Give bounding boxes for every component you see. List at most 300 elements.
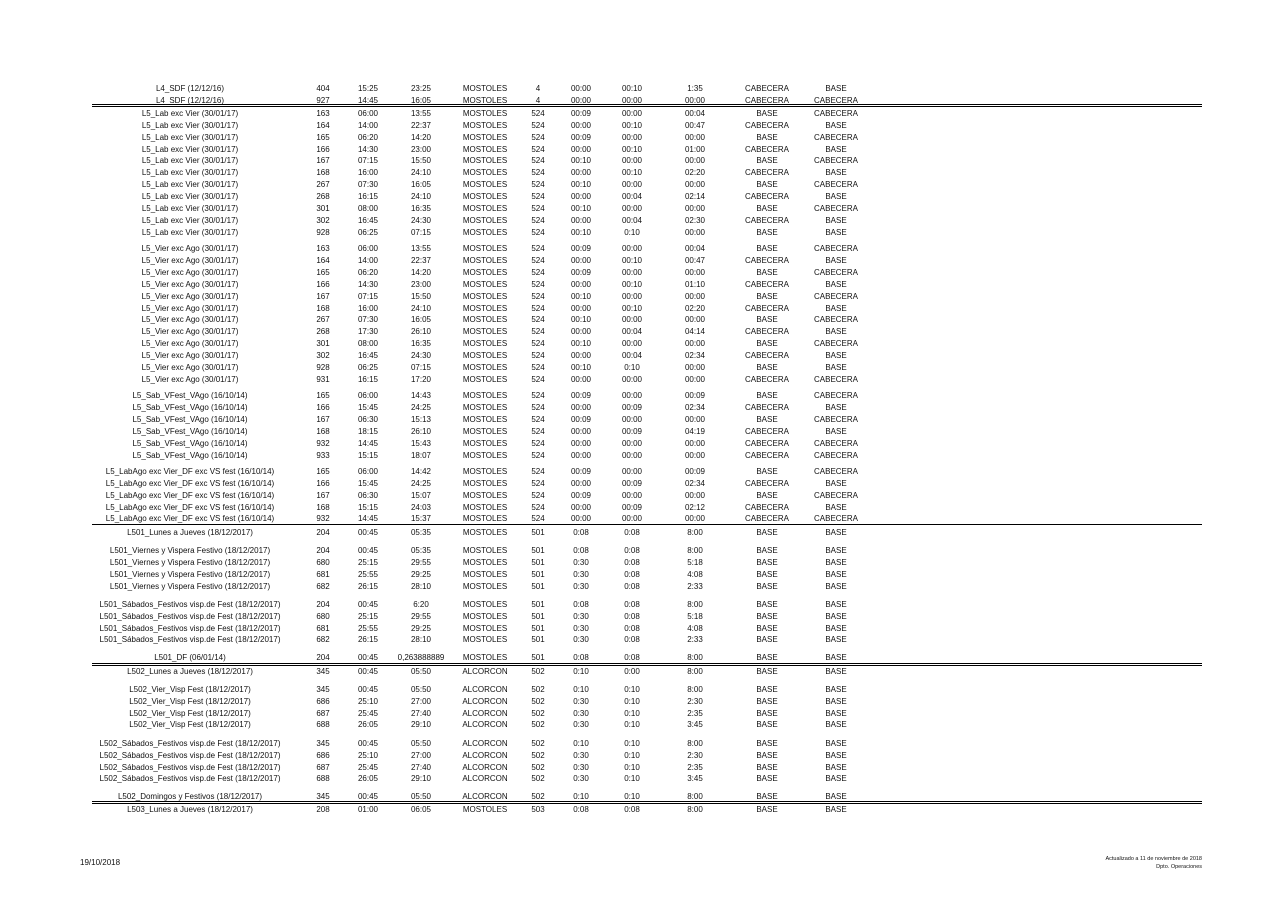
- cell-line: L501_Viernes y Vispera Festivo (18/12/2017): [109, 582, 271, 591]
- cell-service: 204: [316, 546, 330, 555]
- cell-route: 501: [531, 624, 545, 633]
- cell-destination: CABECERA: [813, 109, 859, 118]
- cell-depot: MOSTOLES: [462, 624, 508, 633]
- cell-t1: 0:08: [573, 528, 589, 537]
- cell-end: 14:43: [410, 391, 432, 400]
- cell-depot: MOSTOLES: [462, 612, 508, 621]
- cell-route: 502: [531, 774, 545, 783]
- cell-start: 00:45: [357, 685, 379, 694]
- cell-depot: MOSTOLES: [462, 204, 508, 213]
- cell-route: 524: [531, 315, 545, 324]
- cell-t2: 00:00: [621, 204, 643, 213]
- cell-t3: 00:00: [684, 96, 706, 105]
- cell-start: 00:45: [357, 739, 379, 748]
- cell-t3: 00:00: [684, 375, 706, 384]
- cell-destination: BASE: [825, 479, 847, 488]
- cell-line: L5_Vier exc Ago (30/01/17): [141, 339, 239, 348]
- cell-t3: 02:30: [684, 216, 706, 225]
- cell-start: 06:00: [357, 467, 379, 476]
- cell-end: 05:50: [410, 685, 432, 694]
- cell-end: 24:25: [410, 403, 432, 412]
- cell-depot: MOSTOLES: [462, 339, 508, 348]
- cell-line: L501_Sábados_Festivos visp.de Fest (18/12/2017): [99, 624, 281, 633]
- cell-t2: 0:10: [624, 363, 640, 372]
- cell-line: L5_Vier exc Ago (30/01/17): [141, 363, 239, 372]
- cell-t1: 00:00: [570, 439, 592, 448]
- cell-route: 524: [531, 479, 545, 488]
- cell-origin: CABECERA: [744, 351, 790, 360]
- cell-origin: BASE: [756, 570, 778, 579]
- cell-service: 301: [316, 339, 330, 348]
- cell-start: 17:30: [357, 327, 379, 336]
- cell-t3: 1:35: [687, 84, 703, 93]
- cell-route: 501: [531, 528, 545, 537]
- cell-service: 931: [316, 375, 330, 384]
- cell-origin: BASE: [756, 792, 778, 801]
- cell-destination: BASE: [825, 256, 847, 265]
- cell-destination: BASE: [825, 503, 847, 512]
- cell-destination: BASE: [825, 667, 847, 676]
- table-row: [92, 291, 1202, 303]
- cell-t2: 00:00: [621, 315, 643, 324]
- cell-origin: BASE: [756, 751, 778, 760]
- cell-t1: 0:08: [573, 546, 589, 555]
- cell-t1: 00:10: [570, 204, 592, 213]
- table-row: [92, 132, 1202, 144]
- table-row: [92, 611, 1202, 623]
- cell-t1: 00:00: [570, 375, 592, 384]
- cell-service: 687: [316, 763, 330, 772]
- cell-start: 00:45: [357, 653, 379, 662]
- cell-t2: 00:00: [621, 375, 643, 384]
- cell-t2: 00:09: [621, 503, 643, 512]
- cell-destination: BASE: [825, 751, 847, 760]
- table-row: [92, 374, 1202, 386]
- cell-depot: MOSTOLES: [462, 327, 508, 336]
- cell-t2: 00:10: [621, 304, 643, 313]
- table-row: [92, 203, 1202, 215]
- cell-line: L502_Vier_Visp Fest (18/12/2017): [129, 697, 251, 706]
- cell-t3: 2:33: [687, 635, 703, 644]
- cell-end: 15:43: [410, 439, 432, 448]
- cell-t3: 02:12: [684, 503, 706, 512]
- cell-start: 26:15: [357, 635, 379, 644]
- cell-service: 267: [316, 180, 330, 189]
- cell-t3: 00:00: [684, 451, 706, 460]
- cell-t2: 00:00: [621, 96, 643, 105]
- cell-service: 165: [316, 391, 330, 400]
- cell-start: 06:00: [357, 244, 379, 253]
- cell-service: 302: [316, 351, 330, 360]
- cell-depot: MOSTOLES: [462, 491, 508, 500]
- cell-route: 524: [531, 467, 545, 476]
- cell-start: 16:00: [357, 304, 379, 313]
- cell-t3: 02:34: [684, 351, 706, 360]
- cell-t3: 00:04: [684, 244, 706, 253]
- cell-route: 501: [531, 546, 545, 555]
- cell-route: 502: [531, 763, 545, 772]
- cell-start: 16:15: [357, 192, 379, 201]
- cell-start: 14:30: [357, 145, 379, 154]
- cell-origin: CABECERA: [744, 403, 790, 412]
- cell-start: 06:25: [357, 363, 379, 372]
- cell-t3: 2:33: [687, 582, 703, 591]
- cell-t3: 4:08: [687, 624, 703, 633]
- cell-t2: 0:08: [624, 528, 640, 537]
- cell-t2: 00:00: [621, 109, 643, 118]
- cell-t2: 00:10: [621, 280, 643, 289]
- cell-origin: BASE: [756, 774, 778, 783]
- cell-end: 17:20: [410, 375, 432, 384]
- cell-route: 524: [531, 292, 545, 301]
- cell-t2: 00:00: [621, 244, 643, 253]
- cell-t2: 0:08: [624, 558, 640, 567]
- cell-destination: CABECERA: [813, 375, 859, 384]
- cell-t3: 5:18: [687, 612, 703, 621]
- cell-line: L5_Lab exc Vier (30/01/17): [141, 204, 239, 213]
- cell-route: 501: [531, 600, 545, 609]
- cell-t2: 00:00: [621, 467, 643, 476]
- cell-t2: 0:10: [624, 709, 640, 718]
- cell-t3: 02:14: [684, 192, 706, 201]
- cell-t1: 00:10: [570, 292, 592, 301]
- cell-end: 13:55: [410, 109, 432, 118]
- cell-t1: 00:00: [570, 351, 592, 360]
- cell-line: L501_Sábados_Festivos visp.de Fest (18/12/2017): [99, 600, 281, 609]
- cell-origin: BASE: [756, 180, 778, 189]
- cell-origin: BASE: [756, 268, 778, 277]
- cell-t3: 00:00: [684, 439, 706, 448]
- cell-destination: CABECERA: [813, 339, 859, 348]
- cell-route: 501: [531, 570, 545, 579]
- cell-destination: BASE: [825, 351, 847, 360]
- cell-t1: 0:30: [573, 763, 589, 772]
- cell-service: 165: [316, 268, 330, 277]
- cell-origin: BASE: [756, 415, 778, 424]
- cell-start: 07:30: [357, 180, 379, 189]
- cell-t3: 3:45: [687, 774, 703, 783]
- cell-line: L5_Lab exc Vier (30/01/17): [141, 168, 239, 177]
- cell-end: 13:55: [410, 244, 432, 253]
- cell-t3: 00:00: [684, 363, 706, 372]
- cell-depot: ALCORCON: [462, 697, 508, 706]
- cell-t1: 0:30: [573, 612, 589, 621]
- cell-t1: 00:10: [570, 339, 592, 348]
- cell-origin: BASE: [756, 624, 778, 633]
- cell-line: L502_Domingos y Festivos (18/12/2017): [117, 792, 263, 801]
- cell-t1: 0:30: [573, 624, 589, 633]
- cell-end: 05:35: [410, 528, 432, 537]
- cell-start: 15:45: [357, 479, 379, 488]
- cell-route: 502: [531, 685, 545, 694]
- cell-destination: BASE: [825, 739, 847, 748]
- cell-t1: 00:10: [570, 228, 592, 237]
- cell-route: 524: [531, 415, 545, 424]
- cell-t1: 00:09: [570, 391, 592, 400]
- table-row: [92, 362, 1202, 374]
- cell-depot: MOSTOLES: [462, 156, 508, 165]
- cell-route: 524: [531, 121, 545, 130]
- cell-depot: MOSTOLES: [462, 546, 508, 555]
- cell-end: 07:15: [410, 228, 432, 237]
- cell-origin: BASE: [756, 805, 778, 814]
- cell-service: 302: [316, 216, 330, 225]
- cell-origin: CABECERA: [744, 327, 790, 336]
- cell-origin: BASE: [756, 292, 778, 301]
- cell-start: 06:30: [357, 415, 379, 424]
- cell-route: 524: [531, 327, 545, 336]
- cell-t1: 0:10: [573, 792, 589, 801]
- cell-t2: 00:00: [621, 339, 643, 348]
- table-row: [92, 120, 1202, 132]
- cell-destination: BASE: [825, 427, 847, 436]
- cell-service: 166: [316, 280, 330, 289]
- cell-end: 6:20: [413, 600, 429, 609]
- cell-depot: MOSTOLES: [462, 467, 508, 476]
- cell-depot: ALCORCON: [462, 739, 508, 748]
- cell-start: 00:45: [357, 600, 379, 609]
- cell-depot: MOSTOLES: [462, 503, 508, 512]
- cell-route: 524: [531, 403, 545, 412]
- table-row: [92, 279, 1202, 291]
- cell-route: 502: [531, 697, 545, 706]
- table-row: [92, 490, 1202, 502]
- cell-start: 26:05: [357, 720, 379, 729]
- cell-t2: 0:08: [624, 546, 640, 555]
- cell-t2: 00:09: [621, 427, 643, 436]
- cell-t1: 0:10: [573, 739, 589, 748]
- cell-line: L5_Vier exc Ago (30/01/17): [141, 256, 239, 265]
- cell-end: 05:50: [410, 667, 432, 676]
- cell-t2: 00:00: [621, 514, 643, 523]
- cell-depot: MOSTOLES: [462, 315, 508, 324]
- cell-route: 524: [531, 133, 545, 142]
- cell-depot: MOSTOLES: [462, 351, 508, 360]
- cell-route: 524: [531, 363, 545, 372]
- cell-depot: MOSTOLES: [462, 244, 508, 253]
- cell-line: L502_Vier_Visp Fest (18/12/2017): [129, 720, 251, 729]
- cell-t1: 00:00: [570, 256, 592, 265]
- cell-origin: CABECERA: [744, 503, 790, 512]
- cell-t1: 00:00: [570, 96, 592, 105]
- cell-destination: BASE: [825, 635, 847, 644]
- cell-route: 524: [531, 109, 545, 118]
- cell-route: 524: [531, 391, 545, 400]
- cell-start: 06:20: [357, 133, 379, 142]
- cell-depot: MOSTOLES: [462, 84, 508, 93]
- cell-destination: CABECERA: [813, 180, 859, 189]
- cell-t1: 00:00: [570, 84, 592, 93]
- cell-start: 16:00: [357, 168, 379, 177]
- cell-service: 345: [316, 667, 330, 676]
- cell-t1: 00:09: [570, 268, 592, 277]
- table-row: [92, 255, 1202, 267]
- cell-route: 524: [531, 145, 545, 154]
- cell-route: 524: [531, 268, 545, 277]
- table-row: [92, 326, 1202, 338]
- cell-t2: 00:09: [621, 479, 643, 488]
- table-row: [92, 155, 1202, 167]
- table-row: [92, 215, 1202, 227]
- cell-service: 932: [316, 439, 330, 448]
- cell-origin: BASE: [756, 339, 778, 348]
- cell-start: 14:45: [357, 439, 379, 448]
- cell-end: 29:25: [410, 624, 432, 633]
- cell-t1: 0:30: [573, 709, 589, 718]
- cell-t1: 00:10: [570, 363, 592, 372]
- cell-t3: 00:00: [684, 268, 706, 277]
- cell-route: 524: [531, 280, 545, 289]
- cell-line: L5_Lab exc Vier (30/01/17): [141, 109, 239, 118]
- cell-origin: CABECERA: [744, 145, 790, 154]
- cell-start: 00:45: [357, 546, 379, 555]
- cell-depot: MOSTOLES: [462, 292, 508, 301]
- cell-depot: MOSTOLES: [462, 582, 508, 591]
- cell-t3: 00:09: [684, 467, 706, 476]
- cell-start: 14:45: [357, 514, 379, 523]
- table-row: [92, 450, 1202, 462]
- table-row: [92, 581, 1202, 593]
- cell-destination: CABECERA: [813, 415, 859, 424]
- table-row: [92, 350, 1202, 362]
- cell-t3: 00:00: [684, 491, 706, 500]
- cell-depot: ALCORCON: [462, 667, 508, 676]
- cell-destination: CABECERA: [813, 204, 859, 213]
- cell-destination: BASE: [825, 216, 847, 225]
- cell-route: 501: [531, 558, 545, 567]
- cell-t1: 00:00: [570, 168, 592, 177]
- cell-end: 23:00: [410, 145, 432, 154]
- cell-end: 29:10: [410, 720, 432, 729]
- cell-depot: MOSTOLES: [462, 415, 508, 424]
- cell-start: 18:15: [357, 427, 379, 436]
- cell-t2: 00:10: [621, 256, 643, 265]
- cell-depot: ALCORCON: [462, 720, 508, 729]
- cell-start: 08:00: [357, 204, 379, 213]
- cell-end: 16:05: [410, 180, 432, 189]
- cell-origin: BASE: [756, 528, 778, 537]
- cell-end: 27:00: [410, 697, 432, 706]
- cell-destination: BASE: [825, 192, 847, 201]
- cell-end: 16:05: [410, 315, 432, 324]
- cell-start: 14:30: [357, 280, 379, 289]
- cell-depot: ALCORCON: [462, 792, 508, 801]
- cell-end: 29:25: [410, 570, 432, 579]
- cell-route: 502: [531, 739, 545, 748]
- cell-t2: 00:00: [621, 491, 643, 500]
- cell-line: L5_Sab_VFest_VAgo (16/10/14): [132, 451, 248, 460]
- cell-start: 25:45: [357, 709, 379, 718]
- cell-t3: 00:00: [684, 415, 706, 424]
- cell-line: L502_Vier_Visp Fest (18/12/2017): [129, 685, 251, 694]
- cell-line: L501_Viernes y Vispera Festivo (18/12/2017): [109, 546, 271, 555]
- cell-destination: CABECERA: [813, 292, 859, 301]
- cell-origin: BASE: [756, 491, 778, 500]
- cell-t2: 00:00: [621, 268, 643, 277]
- table-row: [92, 569, 1202, 581]
- cell-route: 502: [531, 720, 545, 729]
- cell-destination: BASE: [825, 327, 847, 336]
- cell-t1: 00:00: [570, 304, 592, 313]
- cell-service: 204: [316, 600, 330, 609]
- cell-t3: 00:00: [684, 315, 706, 324]
- cell-destination: BASE: [825, 546, 847, 555]
- cell-destination: BASE: [825, 653, 847, 662]
- cell-origin: CABECERA: [744, 304, 790, 313]
- cell-t1: 00:09: [570, 415, 592, 424]
- cell-depot: MOSTOLES: [462, 268, 508, 277]
- cell-t2: 00:00: [621, 439, 643, 448]
- cell-line: L502_Lunes a Jueves (18/12/2017): [127, 667, 253, 676]
- cell-line: L5_Lab exc Vier (30/01/17): [141, 228, 239, 237]
- cell-line: L501_Lunes a Jueves (18/12/2017): [127, 528, 253, 537]
- cell-t1: 0:30: [573, 558, 589, 567]
- cell-end: 22:37: [410, 121, 432, 130]
- cell-line: L502_Sábados_Festivos visp.de Fest (18/12/2017): [99, 763, 281, 772]
- cell-t3: 2:35: [687, 709, 703, 718]
- cell-origin: CABECERA: [744, 216, 790, 225]
- cell-depot: MOSTOLES: [462, 479, 508, 488]
- cell-line: L501_Sábados_Festivos visp.de Fest (18/12/2017): [99, 612, 281, 621]
- table-row: [92, 696, 1202, 708]
- cell-destination: CABECERA: [813, 467, 859, 476]
- cell-service: 167: [316, 415, 330, 424]
- cell-service: 167: [316, 156, 330, 165]
- cell-t3: 02:20: [684, 304, 706, 313]
- cell-origin: CABECERA: [744, 96, 790, 105]
- cell-end: 24:25: [410, 479, 432, 488]
- cell-origin: BASE: [756, 635, 778, 644]
- cell-start: 25:10: [357, 697, 379, 706]
- cell-t3: 00:00: [684, 133, 706, 142]
- cell-line: L502_Sábados_Festivos visp.de Fest (18/12/2017): [99, 751, 281, 760]
- cell-start: 16:45: [357, 216, 379, 225]
- cell-origin: BASE: [756, 558, 778, 567]
- footer-info: [1105, 855, 1202, 871]
- cell-t1: 0:08: [573, 600, 589, 609]
- cell-line: L5_Vier exc Ago (30/01/17): [141, 280, 239, 289]
- cell-destination: BASE: [825, 612, 847, 621]
- cell-destination: BASE: [825, 709, 847, 718]
- cell-start: 01:00: [357, 805, 379, 814]
- cell-t1: 00:00: [570, 514, 592, 523]
- cell-route: 501: [531, 653, 545, 662]
- cell-origin: CABECERA: [744, 479, 790, 488]
- cell-depot: MOSTOLES: [462, 180, 508, 189]
- cell-start: 14:45: [357, 96, 379, 105]
- cell-t1: 0:30: [573, 582, 589, 591]
- cell-start: 00:45: [357, 667, 379, 676]
- cell-end: 05:50: [410, 792, 432, 801]
- cell-depot: MOSTOLES: [462, 256, 508, 265]
- cell-route: 501: [531, 612, 545, 621]
- cell-t3: 8:00: [687, 685, 703, 694]
- table-row: [92, 243, 1202, 255]
- cell-route: 524: [531, 228, 545, 237]
- cell-line: L5_Lab exc Vier (30/01/17): [141, 180, 239, 189]
- cell-route: 524: [531, 180, 545, 189]
- cell-service: 166: [316, 145, 330, 154]
- cell-t3: 8:00: [687, 546, 703, 555]
- cell-t2: 0:10: [624, 751, 640, 760]
- cell-service: 681: [316, 624, 330, 633]
- cell-destination: CABECERA: [813, 491, 859, 500]
- cell-destination: BASE: [825, 145, 847, 154]
- cell-depot: MOSTOLES: [462, 216, 508, 225]
- cell-service: 932: [316, 514, 330, 523]
- cell-end: 16:35: [410, 339, 432, 348]
- cell-service: 301: [316, 204, 330, 213]
